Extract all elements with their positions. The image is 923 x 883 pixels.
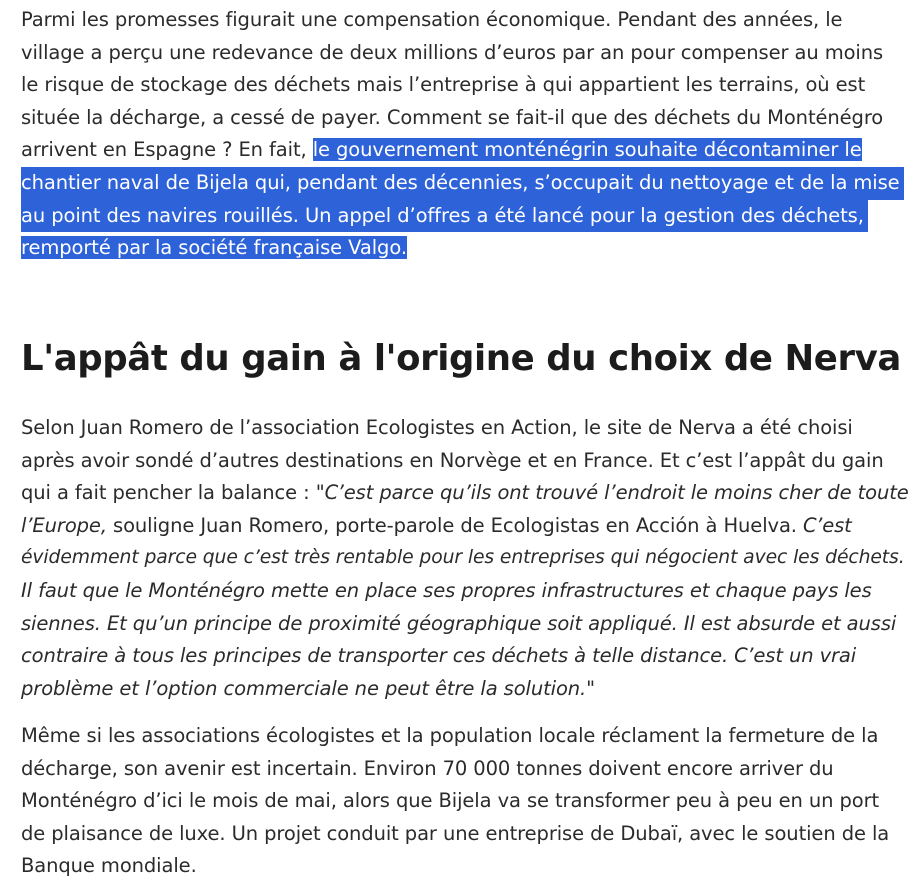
quote-fragment: contraire à tous les principes de transporter ces déchets à telle distance. C’est un vrai xyxy=(21,644,857,668)
text-line: de plaisance de luxe. Un projet conduit par une entreprise de Dubaï, avec le soutien de la xyxy=(21,821,890,845)
text-line: le risque de stockage des déchets mais l’entreprise à qui appartient les terrains, où est xyxy=(21,73,866,97)
quote-fragment: évidemment parce que c’est très rentable pour les entreprises qui négocient avec les déchets. xyxy=(21,547,905,569)
text-line: Selon Juan Romero de l’association Ecologistes en Action, le site de Nerva a été choisi xyxy=(21,416,853,439)
paragraph-compensation xyxy=(21,4,916,265)
text-line: village a perçu une redevance de deux millions d’euros par an pour compenser au moins xyxy=(21,40,884,64)
text-line xyxy=(21,200,916,233)
quote-fragment: Il faut que le Monténégro mette en place ses propres infrastructures et chaque pays les xyxy=(21,578,872,602)
text-fragment: " xyxy=(586,676,596,700)
selected-text[interactable]: remporté par la société française Valgo. xyxy=(21,236,407,260)
text-line xyxy=(21,673,916,706)
quote-fragment: problème et l’option commerciale ne peut être la solution. xyxy=(21,676,587,700)
text-fragment: arrivent en Espagne ? En fait, xyxy=(21,138,313,162)
text-fragment: souligne Juan Romero, porte-parole de Ecologistas en Acción à Huelva. xyxy=(106,513,804,537)
text-line xyxy=(21,477,916,510)
quote-fragment: siennes. Et qu’un principe de proximité géographique soit appliqué. Il est absurde et aussi xyxy=(21,611,897,635)
selected-text[interactable]: chantier naval de Bijela qui, pendant des décennies, s’occupait du nettoyage et de la mise xyxy=(21,167,904,200)
text-line xyxy=(21,640,916,673)
selected-text[interactable]: le gouvernement monténégrin souhaite décontaminer le xyxy=(312,138,862,162)
text-line xyxy=(21,232,916,265)
text-line: Banque mondiale. xyxy=(21,854,197,878)
text-line: située la décharge, a cessé de payer. Comment se fait-il que des déchets du Monténégro xyxy=(21,105,884,129)
paragraph-future xyxy=(21,720,916,883)
quote-fragment: l’Europe, xyxy=(21,513,107,537)
text-fragment: qui a fait pencher la balance : " xyxy=(21,481,325,505)
text-line xyxy=(21,542,916,575)
text-line: Parmi les promesses figurait une compensation économique. Pendant des années, le xyxy=(21,8,843,31)
text-line: après avoir sondé d’autres destinations en Norvège et en France. Et c’est l’appât du gain xyxy=(21,448,884,472)
text-line xyxy=(21,608,916,641)
text-line: décharge, son avenir est incertain. Environ 70 000 tonnes doivent encore arriver du xyxy=(21,756,834,780)
text-line xyxy=(21,134,916,167)
paragraph-quote xyxy=(21,412,916,705)
text-line xyxy=(21,575,916,608)
section-heading: L'appât du gain à l'origine du choix de Nerva xyxy=(21,338,901,379)
text-line xyxy=(21,510,916,543)
selected-text[interactable]: au point des navires rouillés. Un appel d’offres a été lancé pour la gestion des déchets, xyxy=(21,200,868,233)
quote-fragment: C’est xyxy=(803,513,852,537)
quote-fragment: C’est parce qu’ils ont trouvé l’endroit le moins cher de toute xyxy=(324,481,909,505)
text-line xyxy=(21,167,916,200)
text-line: Même si les associations écologistes et la population locale réclament la fermeture de la xyxy=(21,724,879,747)
text-line: Monténégro d’ici le mois de mai, alors que Bijela va se transformer peu à peu en un port xyxy=(21,789,880,813)
